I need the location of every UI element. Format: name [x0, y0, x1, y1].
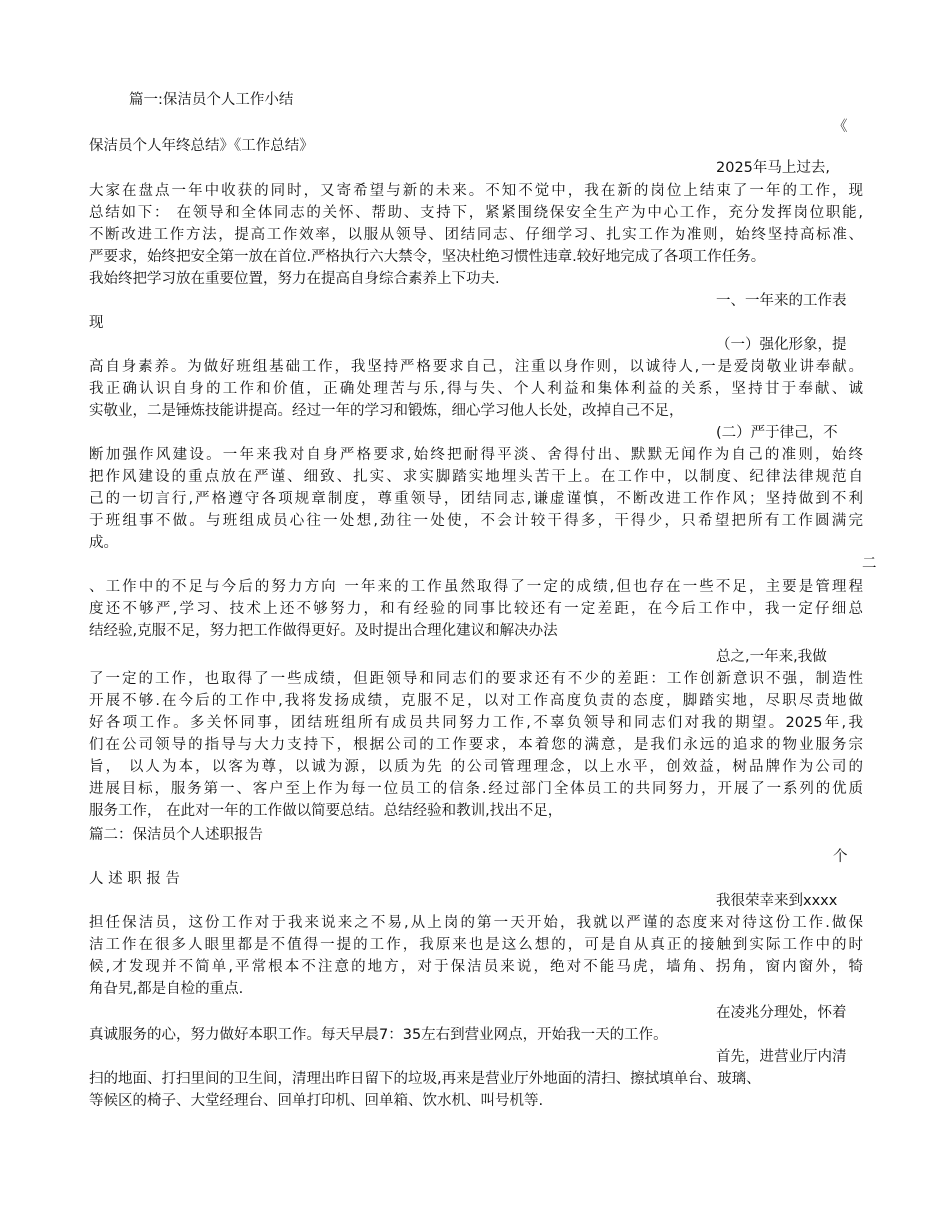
text-line: 担任保洁员，这份工作对于我来说来之不易,从上岗的第一天开始，我就以严谨的态度来对待这份工作.做保 — [89, 915, 863, 931]
text-line: 我很荣幸来到xxxx — [716, 893, 838, 909]
text-line: 服务工作， 在此对一年的工作做以简要总结。总结经验和教训,找出不足， — [89, 803, 563, 819]
text-line: 《 — [833, 119, 848, 135]
text-line: 角旮旯,都是自检的重点. — [89, 981, 244, 997]
text-line: 把作风建设的重点放在严谨、细致、扎实、求实脚踏实地埋头苦干上。在工作中，以制度、纪律法律规范自 — [89, 469, 863, 485]
text-line: 高自身素养。为做好班组基础工作，我坚持严格要求自己，注重以身作则，以诚待人,一是爱岗敬业讲奉献。 — [89, 359, 863, 375]
text-line: 、工作中的不足与今后的努力方向 一年来的工作虽然取得了一定的成绩,但也存在一些不足，主要是管理程 — [89, 579, 863, 595]
section-heading-2: 篇二：保洁员个人述职报告 — [89, 827, 263, 843]
text-line: 在凌兆分理处，怀着 — [716, 1005, 847, 1021]
text-line: 总之,一年来,我做 — [716, 649, 827, 665]
text-line: 我正确认识自身的工作和价值，正确处理苦与乐,得与失、个人利益和集体利益的关系，坚持甘于奉献、诚 — [89, 381, 863, 397]
text-line: 候,才发现并不简单,平常根本不注意的地方，对于保洁员来说，绝对不能马虎，墙角、拐角，窗内窗外，犄 — [89, 959, 863, 975]
text-line: 进展目标，服务第一、客户至上作为每一位员工的信条.经过部门全体员工的共同努力，开展了一系列的优质 — [89, 781, 863, 797]
report-title: 人 述 职 报 告 — [89, 871, 180, 887]
text-line: 于班组事不做。与班组成员心往一处想,劲往一处使，不会计较干得多，干得少，只希望把所有工作圆满完 — [89, 513, 863, 529]
text-line: 成。 — [89, 535, 118, 551]
text-line: 一、一年来的工作表 — [716, 293, 847, 309]
text-line: 真诚服务的心，努力做好本职工作。每天早晨7：35左右到营业网点，开始我一天的工作。 — [89, 1027, 668, 1043]
text-line: 实敬业，二是锤炼技能讲提高。经过一年的学习和锻炼，细心学习他人长处，改掉自己不足， — [89, 403, 684, 419]
text-line: 保洁员个人年终总结》《工作总结》 — [89, 138, 314, 154]
text-line: 洁工作在很多人眼里都是不值得一提的工作，我原来也是这么想的，可是自从真正的接触到实际工作中的时 — [89, 937, 863, 953]
text-line: 现 — [89, 315, 104, 331]
text-line: 严要求，始终把安全第一放在首位.严格执行六大禁令，坚决杜绝习惯性违章.较好地完成了各项工作任务。 — [89, 249, 766, 265]
text-line: 己的一切言行,严格遵守各项规章制度，尊重领导，团结同志,谦虚谨慎，不断改进工作作风；坚持做到不利 — [89, 491, 863, 507]
text-line: （一）强化形象，提 — [716, 337, 847, 353]
text-line: 2025年马上过去, — [716, 160, 831, 176]
text-line: 断加强作风建设。一年来我对自身严格要求,始终把耐得平淡、舍得付出、默默无闻作为自己的准则，始终 — [89, 447, 863, 463]
text-line: 结经验,克服不足，努力把工作做得更好。及时提出合理化建议和解决办法 — [89, 623, 558, 639]
text-line: 度还不够严,学习、技术上还不够努力，和有经验的同事比较还有一定差距，在今后工作中，我一定仔细总 — [89, 601, 863, 617]
text-line: 等候区的椅子、大堂经理台、回单打印机、回单箱、饮水机、叫号机等. — [89, 1093, 544, 1109]
text-line: 好各项工作。多关怀同事，团结班组所有成员共同努力工作,不辜负领导和同志们对我的期望。2025年,我 — [89, 715, 863, 731]
text-line: 们在公司领导的指导与大力支持下，根据公司的工作要求，本着您的满意，是我们永远的追求的物业服务宗 — [89, 737, 863, 753]
text-line: 总结如下： 在领导和全体同志的关怀、帮助、支持下，紧紧围绕保安全生产为中心工作，充分发挥岗位职能, — [89, 205, 863, 221]
text-line: 首先，进营业厅内清 — [716, 1049, 847, 1065]
text-line: 了一定的工作，也取得了一些成绩，但距领导和同志们的要求还有不少的差距：工作创新意识不强，制造性 — [89, 671, 863, 687]
text-line: 大家在盘点一年中收获的同时，又寄希望与新的未来。不知不觉中，我在新的岗位上结束了一年的工作，现 — [89, 183, 863, 199]
text-line: 不断改进工作方法，提高工作效率，以服从领导、团结同志、仔细学习、扎实工作为准则，始终坚持高标准、 — [89, 227, 863, 243]
text-line: 旨， 以人为本，以客为尊，以诚为源，以质为先 的公司管理理念，以上水平，创效益，树品牌作为公司的 — [89, 759, 863, 775]
section-heading-1: 篇一:保洁员个人工作小结 — [129, 92, 294, 108]
text-line: (二）严于律己，不 — [716, 425, 838, 441]
text-line: 二 — [862, 556, 877, 572]
text-line: 个 — [833, 849, 848, 865]
text-line: 开展不够.在今后的工作中,我将发扬成绩，克服不足，以对工作高度负责的态度，脚踏实地，尽职尽责地做 — [89, 693, 863, 709]
text-line: 扫的地面、打扫里间的卫生间，清理出昨日留下的垃圾,再来是营业厅外地面的清扫、擦拭填单台、玻璃、 — [89, 1071, 761, 1087]
text-line: 我始终把学习放在重要位置，努力在提高自身综合素养上下功夫. — [89, 271, 500, 287]
